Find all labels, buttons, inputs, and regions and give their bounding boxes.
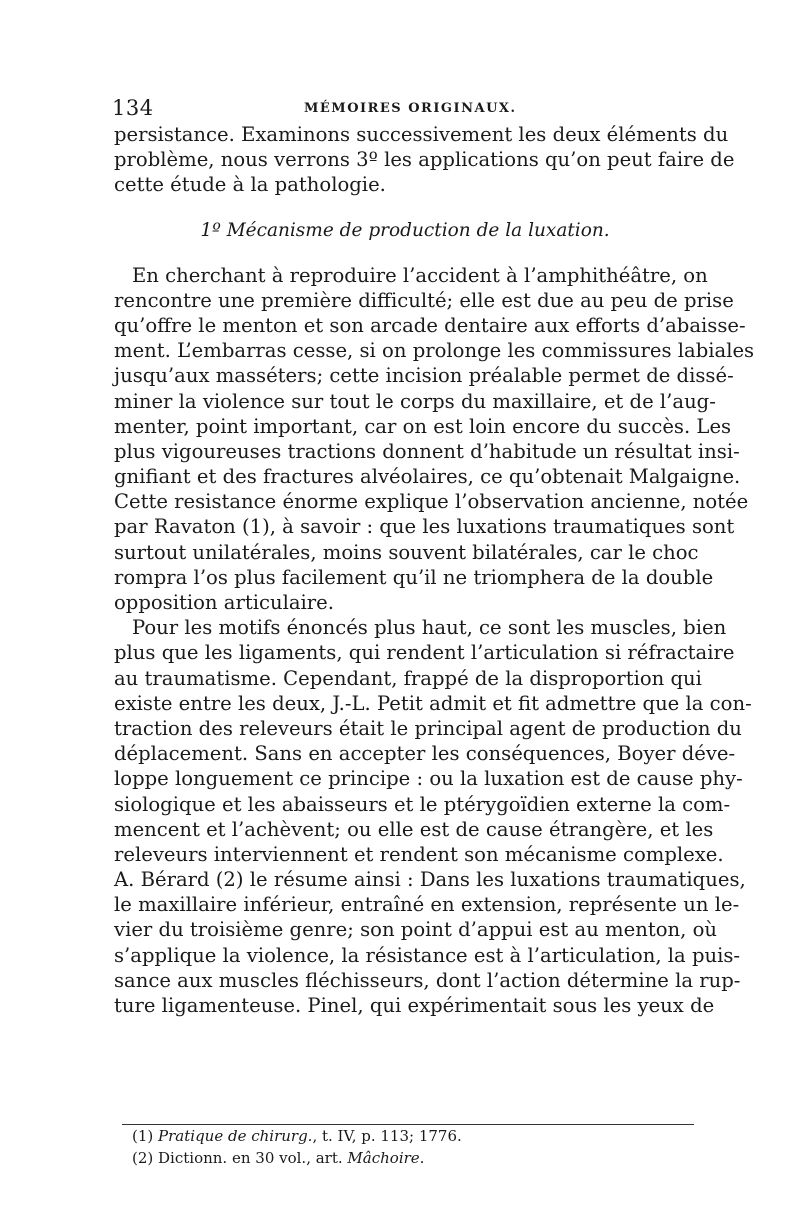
text-line: déplacement. Sans en accepter les conséquences, Boyer déve- (114, 742, 736, 766)
footnotes (114, 1124, 696, 1169)
footnote-reference: Dictionn. en 30 vol., art. (158, 1149, 348, 1167)
text-line: menter, point important, car on est loin encore du succès. Les (114, 414, 732, 438)
text-line: persistance. Examinons successivement les deux éléments du (114, 123, 729, 146)
text-line: En cherchant à reproduire l’accident à l’amphithéâtre, on (132, 263, 708, 287)
text-line: releveurs interviennent et rendent son mécanisme complexe. (114, 842, 724, 866)
text-line: ture ligamenteuse. Pinel, qui expérimentait sous les yeux de (114, 994, 715, 1017)
text-line: sance aux muscles fléchisseurs, dont l’action détermine la rup- (114, 968, 741, 992)
text-line: qu’offre le menton et son arcade dentaire aux efforts d’abaisse- (114, 313, 746, 337)
text-line: surtout unilatérales, moins souvent bilatérales, car le choc (114, 540, 699, 564)
paragraph-1 (114, 263, 755, 616)
text-line: plus que les ligaments, qui rendent l’articulation si réfractaire (114, 641, 735, 665)
page-number: 134 (112, 96, 154, 120)
text-line: problème, nous verrons 3º les applications qu’on peut faire de (114, 148, 735, 172)
text-line: rompra l’os plus facilement qu’il ne triomphera de la double (114, 565, 714, 589)
text-line: vier du troisième genre; son point d’appui est au menton, où (114, 918, 718, 942)
footnote-mark: (2) (132, 1149, 154, 1167)
text-line: Pour les motifs énoncés plus haut, ce sont les muscles, bien (132, 616, 727, 640)
text-line: traction des releveurs était le principal agent de production du (114, 716, 742, 740)
text-line: existe entre les deux, J.-L. Petit admit et fit admettre que la con- (114, 691, 752, 715)
text-line: ment. L’embarras cesse, si on prolonge les commissures labiales (114, 339, 755, 363)
section-title: 1º Mécanisme de production de la luxation. (200, 219, 610, 241)
text-line: par Ravaton (1), à savoir : que les luxations traumatiques sont (114, 515, 735, 539)
text-line: cette étude à la pathologie. (114, 173, 386, 197)
text-line: s’applique la violence, la résistance est à l’articulation, la puis- (114, 943, 741, 967)
text-line: miner la violence sur tout le corps du maxillaire, et de l’aug- (114, 389, 716, 413)
footnote-work-title: Pratique de chirurg. (158, 1127, 313, 1145)
text-line: A. Bérard (2) le résume ainsi : Dans les luxations traumatiques, (114, 868, 746, 892)
footnote-reference-end: . (419, 1149, 425, 1167)
text-line: siologique et les abaisseurs et le ptérygoïdien externe la com- (114, 792, 731, 816)
text-line: opposition articulaire. (114, 591, 334, 614)
paragraph-2 (114, 615, 752, 1018)
footnote-mark: (1) (132, 1127, 154, 1145)
text-line: gnifiant et des fractures alvéolaires, ce qu’obtenait Malgaigne. (114, 465, 741, 489)
text-line: jusqu’aux masséters; cette incision préalable permet de dissé- (114, 364, 734, 388)
footnote-1 (114, 1125, 696, 1147)
text-line: plus vigoureuses tractions donnent d’habitude un résultat insi- (114, 439, 740, 463)
text-line: rencontre une première difficulté; elle est due au peu de prise (114, 288, 734, 312)
text-line: mencent et l’achèvent; ou elle est de cause étrangère, et les (114, 817, 714, 841)
footnote-work-title: Mâchoire (347, 1149, 420, 1167)
footnote-reference: , t. IV, p. 113; 1776. (312, 1127, 462, 1145)
running-head: MÉMOIRES ORIGINAUX. (304, 101, 517, 116)
page-header (114, 96, 696, 122)
book-page (112, 96, 755, 1196)
intro-text (114, 122, 735, 198)
text-line: Cette resistance énorme explique l’observation ancienne, notée (114, 490, 749, 514)
text-line: loppe longuement ce principe : ou la luxation est de cause phy- (114, 767, 743, 791)
footnote-2 (114, 1147, 696, 1169)
text-line: au traumatisme. Cependant, frappé de la disproportion qui (114, 666, 702, 690)
text-line: le maxillaire inférieur, entraîné en extension, représente un le- (114, 893, 740, 917)
